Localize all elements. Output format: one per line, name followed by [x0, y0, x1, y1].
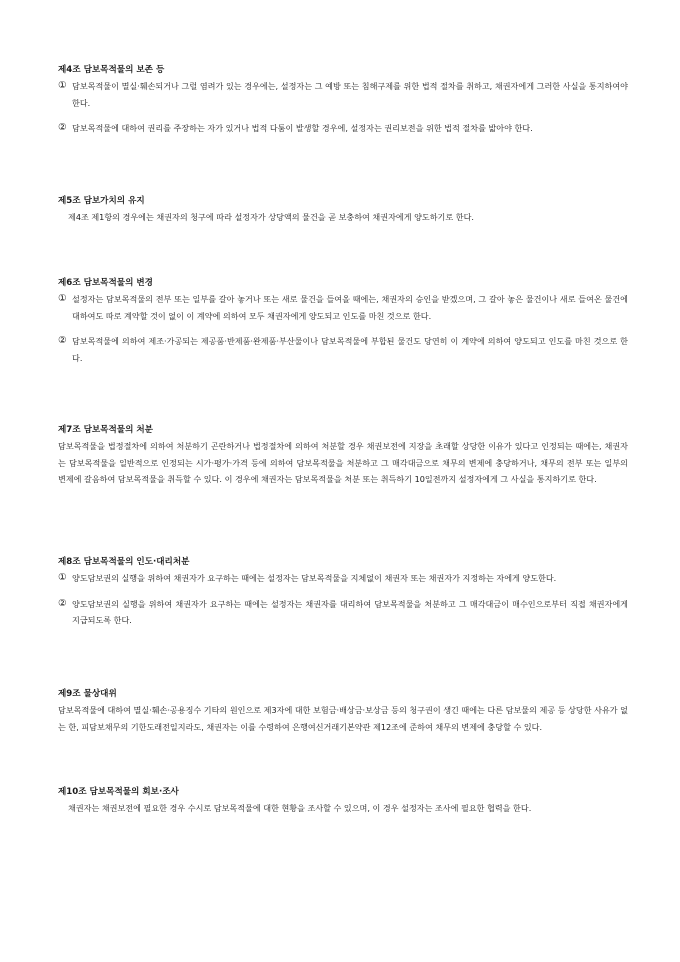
- clause-marker: ①: [58, 80, 67, 91]
- clause-1: [58, 570, 628, 587]
- clause-2: [58, 120, 628, 137]
- article-title: 제9조 물상대위: [58, 689, 117, 699]
- clause-text: 설정자는 담보목적물의 전부 또는 일부를 갈아 놓거나 또는 새로 물건을 들여올 때에는, 채권자의 승인을 받겠으며, 그 갈아 놓은 물건이나 새로 들여온 물건에 대하여도 따로 계약할 것이 없이 이 계약에 의하여 모두 채권자에게 양도되고 인도를 마친 것으로 한다.: [72, 294, 628, 321]
- clause-marker: ②: [58, 597, 67, 609]
- article-title: 제4조 담보목적물의 보존 등: [58, 65, 165, 75]
- clause-text: 양도담보권의 실행을 위하여 채권자가 요구하는 때에는 설정자는 채권자를 대리하여 담보목적물을 처분하고 그 매각대금이 매수인으로부터 직접 채권자에게 지급되도록 한다.: [72, 598, 628, 625]
- article-title: 제7조 담보목적물의 처분: [58, 425, 153, 435]
- clause-1: [58, 78, 628, 111]
- article-6: [58, 277, 628, 366]
- article-title: 제8조 담보목적물의 인도·대리처분: [58, 557, 190, 567]
- article-4: [58, 64, 628, 137]
- article-7: [58, 424, 628, 488]
- clause-text: 담보목적물에 의하여 제조·가공되는 제공품·반제품·완제품·부산물이나 담보목적물에 부합된 물건도 당연히 이 계약에 의하여 양도되고 인도를 마친 것으로 한다.: [72, 336, 628, 363]
- article-10: [58, 786, 628, 817]
- article-body: 담보목적물을 법정절차에 의하여 처분하기 곤란하거나 법정절차에 의하여 처분할 경우 채권보전에 지장을 초래할 상당한 이유가 있다고 인정되는 때에는, 채권자는 담보목적물을 일반적으로 인정되는 시가·평가·가격 등에 의하여 담보목적물을 처분하고 그 매각대금으로 채무의 변제에 충당하거나, 채무의 전부 또는 일부의 변제에 갈음하여 담보목적물을 취득할 수 있다. 이 경우에 채권자는 담보목적물을 처분 또는 취득하기 10일전까지 설정자에게 그 사실을 통지하기로 한다.: [58, 441, 628, 484]
- article-title: 제10조 담보목적물의 회보·조사: [58, 787, 179, 797]
- article-body: 담보목적물에 대하여 멸실·훼손·공용징수 기타의 원인으로 제3자에 대한 보험금·배상금·보상금 등의 청구권이 생긴 때에는 다른 담보물의 제공 등 상당한 사유가 없는 한, 피담보채무의 기한도래전일지라도, 채권자는 이를 수령하여 은행여신거래기본약관 제12조에 준하여 채무의 변제에 충당할 수 있다.: [58, 705, 628, 732]
- clause-text: 담보목적물이 멸실·훼손되거나 그럴 염려가 있는 경우에는, 설정자는 그 예방 또는 침해구제를 위한 법적 절차를 취하고, 채권자에게 그러한 사실을 통지하여야 한다.: [72, 81, 628, 108]
- article-5: [58, 195, 628, 226]
- article-body: 채권자는 채권보전에 필요한 경우 수시로 담보목적물에 대한 현황을 조사할 수 있으며, 이 경우 설정자는 조사에 필요한 협력을 한다.: [68, 803, 532, 813]
- clause-2: [58, 596, 628, 629]
- clause-marker: ②: [58, 122, 67, 133]
- clause-marker: ①: [58, 572, 67, 583]
- clause-marker: ②: [58, 335, 67, 346]
- article-9: [58, 688, 628, 735]
- article-body: 제4조 제1항의 경우에는 채권자의 청구에 따라 설정자가 상당액의 물건을 곧 보충하여 채권자에게 양도하기로 한다.: [68, 212, 474, 222]
- article-title: 제5조 담보가치의 유지: [58, 196, 145, 206]
- clause-marker: ①: [58, 293, 67, 304]
- clause-text: 양도담보권의 실행을 위하여 채권자가 요구하는 때에는 설정자는 담보목적물을 지체없이 채권자 또는 채권자가 지정하는 자에게 양도한다.: [72, 573, 557, 583]
- clause-1: [58, 291, 628, 324]
- article-8: [58, 556, 628, 629]
- clause-2: [58, 333, 628, 366]
- article-title: 제6조 담보목적물의 변경: [58, 278, 153, 288]
- clause-text: 담보목적물에 대하여 권리를 주장하는 자가 있거나 법적 다툼이 발생할 경우에, 설정자는 권리보전을 위한 법적 절차를 밟아야 한다.: [72, 123, 533, 133]
